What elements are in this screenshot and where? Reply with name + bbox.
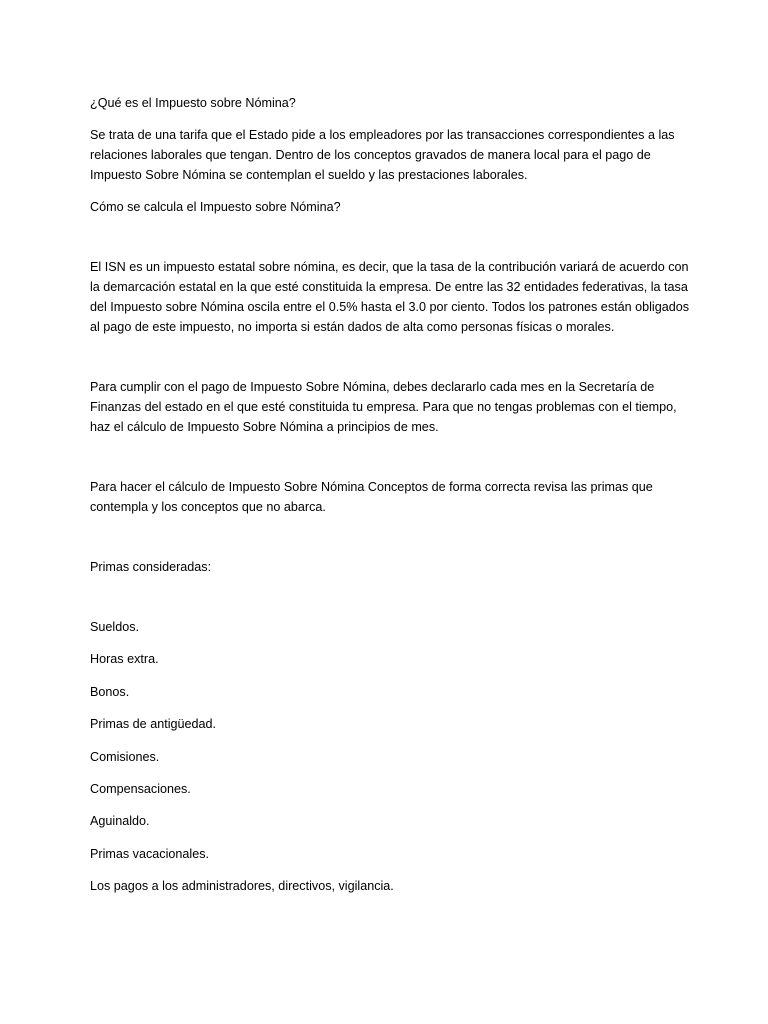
list-item: Sueldos. — [90, 620, 140, 634]
paragraph-calculation: Para hacer el cálculo de Impuesto Sobre Nómina Conceptos de forma correcta revisa las primas que contempla y los conceptos que no abarca. — [90, 480, 653, 514]
paragraph-payment: Para cumplir con el pago de Impuesto Sobre Nómina, debes declararlo cada mes en la Secretaría de Finanzas del estado en el que esté constituida tu empresa. Para que no tengas problemas con el tiempo, haz el cálculo de Impuesto Sobre Nómina a principios de mes. — [90, 380, 677, 434]
primas-heading: Primas consideradas: — [90, 560, 212, 574]
paragraph-isn-rate: El ISN es un impuesto estatal sobre nómina, es decir, que la tasa de la contribución variará de acuerdo con la demarcación estatal en la que esté constituida la empresa. De entre las 32 entidades federativas, la tasa del Impuesto sobre Nómina oscila entre el 0.5% hasta el 3.0 por ciento. Todos los patrones están obligados al pago de este impuesto, no importa si están dados de alta como personas físicas o morales. — [90, 260, 690, 334]
primas-list — [90, 617, 690, 896]
question-heading-2: Cómo se calcula el Impuesto sobre Nómina? — [90, 200, 341, 214]
document-body — [90, 93, 690, 896]
list-item: Compensaciones. — [90, 781, 191, 796]
list-item: Horas extra. — [90, 652, 159, 667]
paragraph-definition: Se trata de una tarifa que el Estado pide a los empleadores por las transacciones correspondientes a las relaciones laborales que tengan. Dentro de los conceptos gravados de manera local para el pago de Impuesto Sobre Nómina se contemplan el sueldo y las prestaciones laborales. — [90, 128, 675, 182]
list-item: Comisiones. — [90, 749, 160, 764]
list-item: Los pagos a los administradores, directivos, vigilancia. — [90, 879, 394, 894]
list-item: Aguinaldo. — [90, 814, 150, 829]
list-item: Primas de antigüedad. — [90, 717, 217, 732]
question-heading-1: ¿Qué es el Impuesto sobre Nómina? — [90, 96, 296, 110]
list-item: Primas vacacionales. — [90, 846, 209, 861]
list-item: Bonos. — [90, 684, 130, 699]
